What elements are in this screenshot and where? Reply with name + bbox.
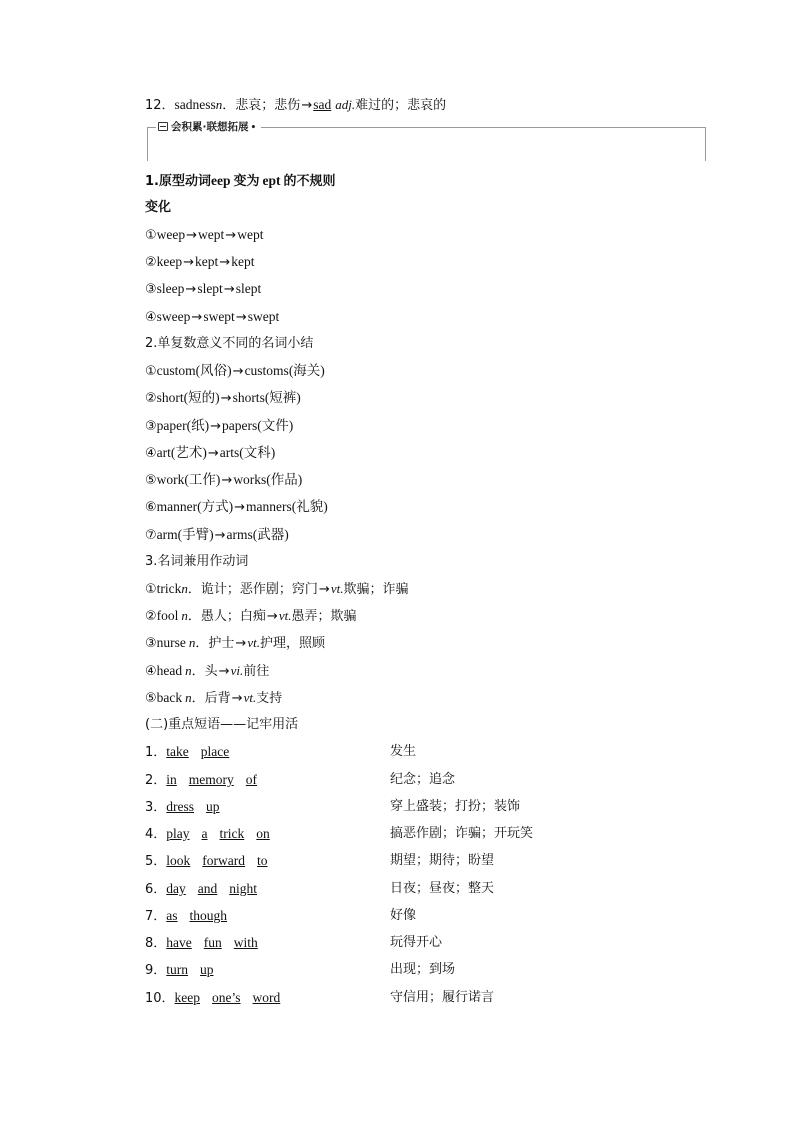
related-word: sad xyxy=(313,97,332,112)
phrase-row xyxy=(145,906,227,926)
phrase-number: 1． xyxy=(145,745,167,760)
phrase-answer xyxy=(166,908,227,923)
phrase-row xyxy=(145,851,268,871)
phrase-number: 10． xyxy=(145,991,175,1006)
noun-meaning: ．头 xyxy=(191,664,218,679)
verb-pos: vi. xyxy=(230,663,244,678)
singular-form: work(工作) xyxy=(156,472,221,487)
phrase-number: 5． xyxy=(145,854,167,869)
phrase-word: take xyxy=(166,744,189,759)
arrow: → xyxy=(232,364,244,379)
phrase-word: on xyxy=(256,826,270,841)
noun-meaning: ．护士 xyxy=(195,636,235,651)
item-number: ② xyxy=(145,609,157,624)
phrase-meaning: 日夜；昼夜；整天 xyxy=(390,881,495,896)
singular-form: custom(风俗) xyxy=(156,363,232,378)
noun-item xyxy=(145,497,328,517)
phrase-answer xyxy=(166,881,257,896)
eep-item xyxy=(145,252,254,272)
phrase-word: have xyxy=(166,935,192,950)
headword: back xyxy=(156,690,183,705)
arrow: → xyxy=(301,98,313,113)
arrow: → xyxy=(221,473,233,488)
phrase-meaning: 守信用；履行诺言 xyxy=(390,990,495,1005)
phrase-word: one’s xyxy=(212,990,241,1005)
item-number: ② xyxy=(145,391,157,406)
related-meaning: 难过的；悲哀的 xyxy=(355,98,447,113)
arrow: → xyxy=(220,391,232,406)
part-of-speech: n xyxy=(185,663,192,678)
section-1-title xyxy=(145,171,336,191)
box-dot: • xyxy=(250,123,257,133)
phrase-row xyxy=(145,960,214,980)
plural-form: works(作品) xyxy=(233,472,303,487)
phrase-number: 6． xyxy=(145,882,167,897)
verb-participle: kept xyxy=(231,254,255,269)
arrow: → xyxy=(185,282,197,297)
arrow: → xyxy=(218,664,230,679)
phrase-meaning: 穿上盛装；打扮；装饰 xyxy=(390,799,521,814)
phrase-word: place xyxy=(200,744,230,759)
noun-meaning: ．后背 xyxy=(191,691,231,706)
phrase-answer xyxy=(166,853,267,868)
section-text: 的不规则 xyxy=(283,174,336,189)
phrase-word: in xyxy=(166,772,177,787)
phrase-answer xyxy=(166,826,270,841)
item-number: ⑤ xyxy=(145,473,157,488)
headword: nurse xyxy=(156,635,186,650)
phrase-meaning: 出现；到场 xyxy=(390,962,456,977)
verb-meaning: 欺骗；诈骗 xyxy=(343,582,409,597)
verb-past: slept xyxy=(197,281,223,296)
phrase-meaning: 纪念；追念 xyxy=(390,772,456,787)
item-number: ⑦ xyxy=(145,528,157,543)
phrase-word: and xyxy=(197,881,218,896)
section-text: ept xyxy=(262,173,281,188)
expansion-box xyxy=(147,121,706,161)
arrow: → xyxy=(234,500,246,515)
arrow: → xyxy=(210,419,222,434)
phrase-number: 9． xyxy=(145,963,167,978)
verb-pos: vt. xyxy=(247,635,260,650)
item-number: ① xyxy=(145,228,157,243)
plural-form: customs(海关) xyxy=(244,363,325,378)
singular-form: short(短的) xyxy=(156,390,220,405)
section-2-title: 2.单复数意义不同的名词小结 xyxy=(145,336,314,351)
phrase-word: fun xyxy=(203,935,222,950)
verb-past: swept xyxy=(203,309,235,324)
phrase-number: 8． xyxy=(145,936,167,951)
section-text: 变为 xyxy=(233,174,260,189)
item-number: ① xyxy=(145,364,157,379)
phrase-answer xyxy=(166,799,219,814)
phrase-answer xyxy=(166,772,257,787)
plural-form: arts(文科) xyxy=(219,445,276,460)
verb-participle: swept xyxy=(247,309,280,324)
phrase-word: of xyxy=(245,772,258,787)
arrow: → xyxy=(207,446,219,461)
item-number: ④ xyxy=(145,664,157,679)
verb-base: sweep xyxy=(156,309,191,324)
verb-meaning: 护理，照顾 xyxy=(259,636,325,651)
phrase-meaning: 玩得开心 xyxy=(390,935,443,950)
singular-form: art(艺术) xyxy=(156,445,207,460)
arrow: → xyxy=(318,582,330,597)
phrase-word: to xyxy=(257,853,268,868)
verb-meaning: 支持 xyxy=(256,691,283,706)
box-border xyxy=(148,127,156,128)
phrase-word: up xyxy=(200,962,214,977)
plural-form: manners(礼貌) xyxy=(246,499,328,514)
eep-item xyxy=(145,225,263,245)
noun-item xyxy=(145,525,289,545)
phrase-word: with xyxy=(233,935,258,950)
phrase-meaning: 期望；期待；盼望 xyxy=(390,853,495,868)
verb-past: wept xyxy=(198,227,225,242)
arrow: → xyxy=(235,310,247,325)
item-number: ④ xyxy=(145,446,157,461)
verb-item xyxy=(145,688,282,708)
verb-item xyxy=(145,579,408,599)
phrase-word: day xyxy=(166,881,186,896)
verb-pos: vt. xyxy=(278,608,292,623)
phrase-word: forward xyxy=(202,853,246,868)
related-pos: adj. xyxy=(335,97,356,112)
noun-item xyxy=(145,443,275,463)
box-border xyxy=(261,127,705,128)
phrase-row xyxy=(145,933,258,953)
phrase-row xyxy=(145,797,220,817)
item-number: ③ xyxy=(145,282,157,297)
vocab-item-12 xyxy=(145,95,446,115)
phrase-answer xyxy=(166,935,258,950)
phrase-word: as xyxy=(166,908,178,923)
section-3-title: 3.名词兼用作动词 xyxy=(145,554,249,569)
phrase-answer xyxy=(166,962,213,977)
phrase-word: play xyxy=(166,826,190,841)
phrase-word: trick xyxy=(219,826,245,841)
verb-base: sleep xyxy=(156,281,185,296)
box-title-text: 会积累·联想拓展 xyxy=(171,121,249,133)
part-of-speech: n xyxy=(181,608,188,623)
item-number: ⑤ xyxy=(145,691,157,706)
phrase-number: 7． xyxy=(145,909,167,924)
arrow: → xyxy=(183,255,195,270)
item-number: ③ xyxy=(145,636,157,651)
arrow: → xyxy=(235,636,247,651)
item-number: 12． xyxy=(145,98,175,113)
verb-meaning: 愚弄；欺骗 xyxy=(291,609,357,624)
phrase-word: keep xyxy=(174,990,201,1005)
part-of-speech: n xyxy=(188,635,196,650)
verb-past: kept xyxy=(195,254,219,269)
phrase-word: up xyxy=(206,799,220,814)
verb-item xyxy=(145,633,325,653)
part-of-speech: n xyxy=(185,690,192,705)
arrow: → xyxy=(191,310,203,325)
verb-participle: slept xyxy=(235,281,262,296)
phrase-number: 4． xyxy=(145,827,167,842)
book-icon xyxy=(158,122,168,131)
phrase-word: look xyxy=(166,853,191,868)
eep-item xyxy=(145,307,279,327)
arrow: → xyxy=(225,228,237,243)
arrow: → xyxy=(266,609,278,624)
singular-form: arm(手臂) xyxy=(156,527,214,542)
singular-form: paper(纸) xyxy=(156,418,210,433)
phrase-word: a xyxy=(201,826,208,841)
phrase-word: night xyxy=(229,881,258,896)
phrase-row xyxy=(145,879,257,899)
phrase-meaning: 搞恶作剧；诈骗；开玩笑 xyxy=(390,826,534,841)
headword: head xyxy=(156,663,183,678)
verb-base: weep xyxy=(156,227,186,242)
verb-base: keep xyxy=(156,254,183,269)
phrase-meaning: 好像 xyxy=(390,908,417,923)
verb-pos: vt. xyxy=(330,581,344,596)
item-number: ③ xyxy=(145,419,157,434)
noun-meaning: ．愚人；白痴 xyxy=(187,609,266,624)
item-number: ② xyxy=(145,255,157,270)
singular-form: manner(方式) xyxy=(156,499,234,514)
item-number: ④ xyxy=(145,310,157,325)
item-number: ① xyxy=(145,582,157,597)
section-1-title-cont: 变化 xyxy=(145,200,172,215)
phrase-word: word xyxy=(252,990,281,1005)
noun-item xyxy=(145,416,293,436)
plural-form: arms(武器) xyxy=(226,527,289,542)
section-4-title: (二)重点短语——记牢用活 xyxy=(145,717,299,732)
verb-item xyxy=(145,606,356,626)
meaning: ．悲哀；悲伤 xyxy=(222,98,301,113)
phrase-row xyxy=(145,742,229,762)
phrase-word: though xyxy=(189,908,228,923)
section-text: eep xyxy=(210,173,231,188)
phrase-meaning: 发生 xyxy=(390,744,417,759)
arrow: → xyxy=(186,228,198,243)
phrase-number: 2． xyxy=(145,773,167,788)
arrow: → xyxy=(219,255,231,270)
phrase-row xyxy=(145,770,257,790)
headword: sadness xyxy=(174,97,216,112)
phrase-word: dress xyxy=(166,799,195,814)
part-of-speech: n xyxy=(215,97,223,112)
part-of-speech: n xyxy=(181,581,188,596)
phrase-row xyxy=(145,824,270,844)
phrase-answer xyxy=(166,744,229,759)
phrase-row xyxy=(145,988,280,1008)
plural-form: papers(文件) xyxy=(222,418,294,433)
section-text: 1.原型动词 xyxy=(145,174,211,189)
phrase-answer xyxy=(175,990,281,1005)
verb-pos: vt. xyxy=(243,690,257,705)
phrase-number: 3． xyxy=(145,800,167,815)
item-number: ⑥ xyxy=(145,500,157,515)
arrow: → xyxy=(223,282,235,297)
headword: trick xyxy=(156,581,182,596)
eep-item xyxy=(145,279,261,299)
arrow: → xyxy=(231,691,243,706)
noun-item xyxy=(145,470,302,490)
box-title xyxy=(158,120,256,135)
verb-item xyxy=(145,661,269,681)
phrase-word: turn xyxy=(166,962,189,977)
noun-meaning: ．诡计；恶作剧；窍门 xyxy=(187,582,318,597)
arrow: → xyxy=(214,528,226,543)
noun-item xyxy=(145,361,325,381)
headword: fool xyxy=(156,608,179,623)
verb-meaning: 前往 xyxy=(243,664,270,679)
verb-participle: wept xyxy=(237,227,264,242)
phrase-word: memory xyxy=(188,772,234,787)
plural-form: shorts(短裤) xyxy=(232,390,301,405)
noun-item xyxy=(145,388,301,408)
